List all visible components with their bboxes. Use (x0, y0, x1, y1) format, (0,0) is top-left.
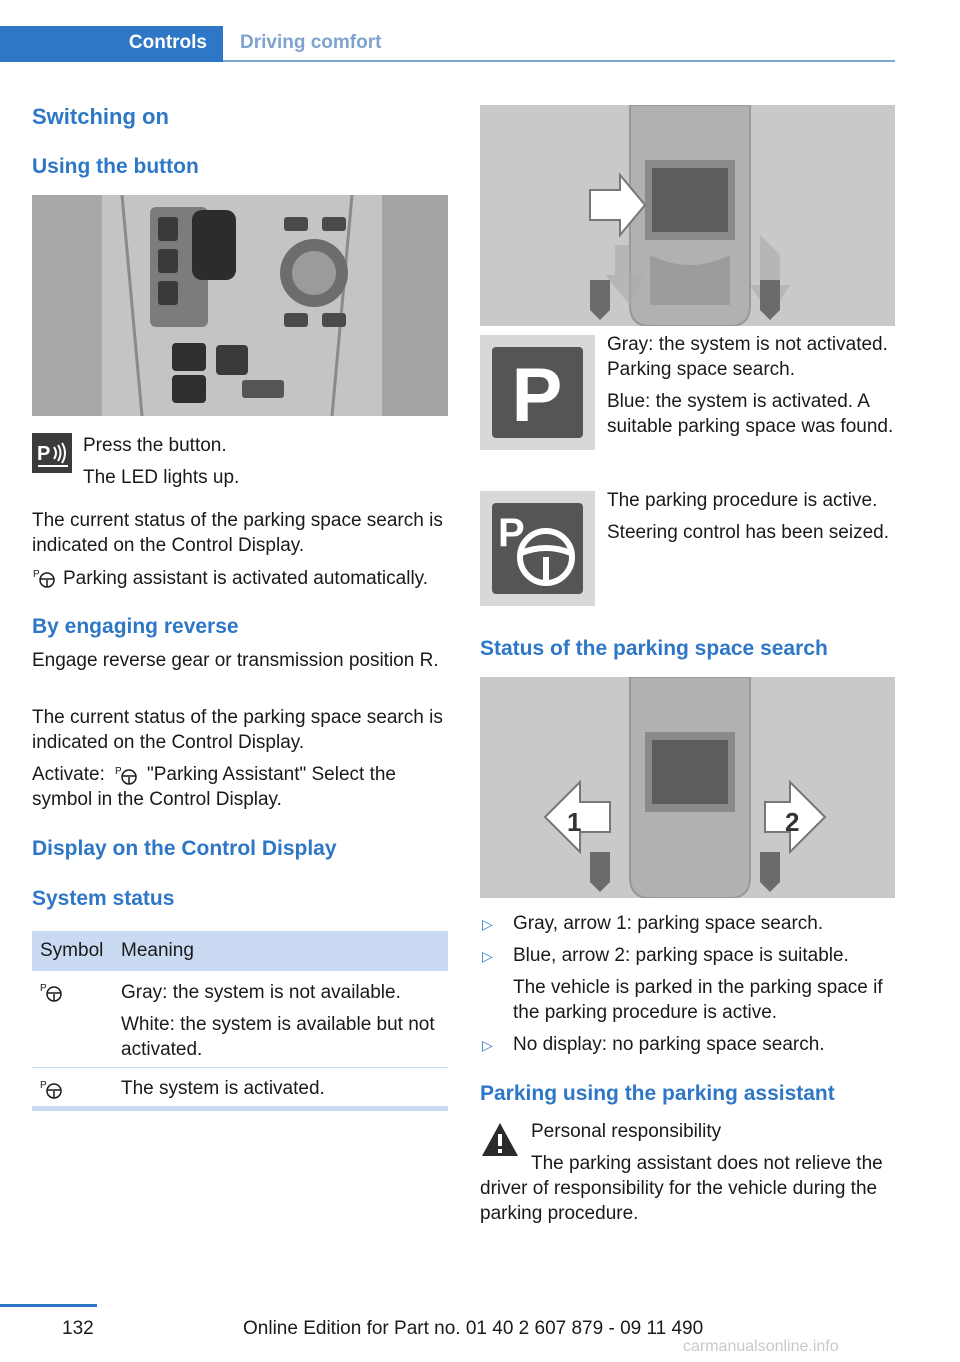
warning-triangle-icon (480, 1120, 520, 1165)
bullet-arrow-icon: ▷ (482, 916, 493, 932)
svg-text:P: P (40, 1080, 47, 1091)
parking-search-illustration (480, 105, 895, 326)
svg-text:P: P (37, 443, 51, 465)
bullet-arrow-icon: ▷ (482, 1037, 493, 1053)
warning-text-line1: The parking assistant does not relieve the (531, 1153, 883, 1174)
current-status-text-1: The current status of the parking space search is indicated on the Control Display. (32, 510, 443, 556)
steering-seized-text: Steering control has been seized. (607, 522, 890, 543)
activate-suffix-text: "Parking Assistant" Select the symbol in the Control Display. (32, 764, 397, 810)
parking-assistant-gray-icon (40, 981, 64, 1008)
arrow-label-2: 2 (785, 807, 800, 837)
warning-text-rest: driver of responsibility for the vehicle during the parking procedure. (480, 1178, 878, 1224)
column-symbol: Symbol (40, 940, 104, 961)
parking-assistant-button-icon (32, 433, 72, 473)
row1-line1: Gray: the system is not available. (121, 982, 401, 1003)
heading-using-button: Using the button (32, 155, 199, 178)
blue-activated-text: Blue: the system is activated. A suitable parking space was found. (607, 391, 894, 437)
heading-switching-on: Switching on (32, 104, 169, 129)
parking-status-illustration (480, 677, 895, 898)
activated-automatically-text: Parking assistant is activated automatically. (63, 568, 429, 589)
press-button-text: Press the button. (83, 435, 227, 456)
bullet2-extra-text: The vehicle is parked in the parking space if the parking procedure is active. (513, 977, 883, 1023)
warning-title: Personal responsibility (531, 1121, 722, 1142)
list-item: Gray, arrow 1: parking space search. (513, 913, 824, 934)
svg-text:P: P (511, 353, 563, 438)
row2-text: The system is activated. (121, 1078, 325, 1099)
parking-assistant-symbol-icon (33, 567, 57, 594)
tab-driving-comfort[interactable]: Driving comfort (240, 32, 382, 53)
table-row (32, 1068, 448, 1106)
heading-status-parking-search: Status of the parking space search (480, 637, 828, 660)
svg-text:P: P (33, 569, 40, 580)
page-number: 132 (62, 1318, 94, 1339)
heading-by-engaging-reverse: By engaging reverse (32, 615, 239, 638)
system-status-table (32, 931, 448, 1111)
watermark-text: carmanualsonline.info (683, 1338, 839, 1355)
footer-rule (0, 1304, 97, 1307)
column-meaning: Meaning (121, 940, 194, 961)
procedure-active-text: The parking procedure is active. (607, 490, 878, 511)
arrow-label-1: 1 (567, 807, 582, 837)
current-status-text-2: The current status of the parking space search is indicated on the Control Display. (32, 707, 443, 753)
svg-text:P: P (40, 983, 47, 994)
console-photo (32, 195, 448, 416)
engage-reverse-text: Engage reverse gear or transmission position R. (32, 650, 439, 671)
table-end-bar (32, 1106, 448, 1111)
list-item: Blue, arrow 2: parking space is suitable. (513, 945, 849, 966)
gray-not-activated-text: Gray: the system is not activated. Parking space search. (607, 334, 888, 380)
parking-search-gray-icon (480, 335, 595, 450)
heading-display-control-display: Display on the Control Display (32, 837, 337, 860)
svg-text:P: P (115, 766, 122, 777)
header-tabbar (0, 26, 895, 62)
table-row (32, 971, 448, 1068)
parking-assistant-active-icon (40, 1078, 64, 1105)
edition-text: Online Edition for Part no. 01 40 2 607 879 - 09 11 490 (243, 1318, 704, 1339)
steering-seized-icon (480, 491, 595, 606)
list-item: No display: no parking space search. (513, 1034, 825, 1055)
table-header (32, 931, 448, 971)
led-lights-up-text: The LED lights up. (83, 467, 240, 488)
tab-controls[interactable]: Controls (0, 26, 223, 62)
svg-text:P: P (498, 511, 525, 555)
row1-line2: White: the system is available but not activated. (121, 1014, 435, 1060)
activate-prefix-text: Activate: (32, 764, 105, 785)
heading-parking-using-assistant: Parking using the parking assistant (480, 1082, 835, 1105)
heading-system-status: System status (32, 887, 175, 910)
bullet-arrow-icon: ▷ (482, 948, 493, 964)
